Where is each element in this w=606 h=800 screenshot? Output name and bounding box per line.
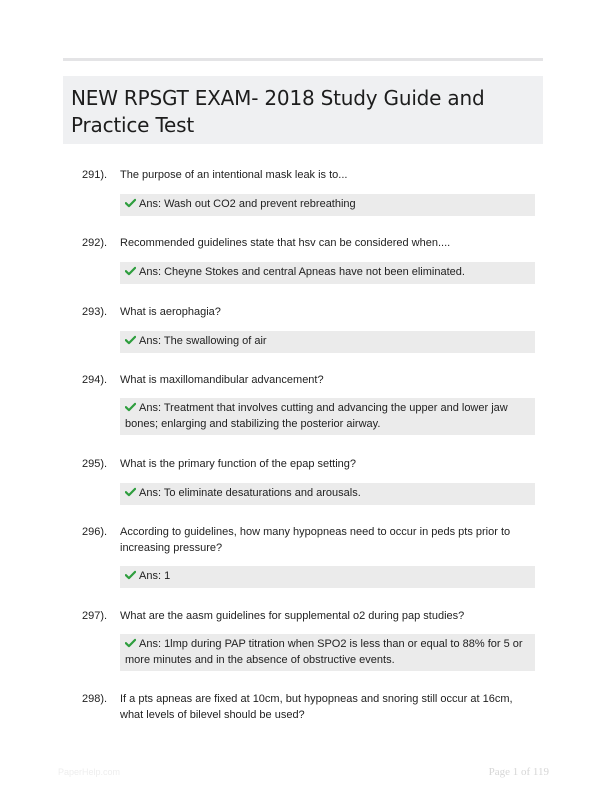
question-text: What is maxillomandibular advancement? [120,374,324,386]
answer-box [120,634,535,671]
answer-text: Ans: 1 [139,570,171,582]
answer-box [120,331,535,353]
question-text: According to guidelines, how many hypopneas need to occur in peds pts prior to increasing pressure? [120,526,511,554]
question-text: What is the primary function of the epap setting? [120,458,357,470]
question-number: 291). [82,169,108,181]
answer-box [120,194,535,216]
question-text: The purpose of an intentional mask leak is to... [120,169,348,181]
answer-text: Ans: 1lmp during PAP titration when SPO2 is less than or equal to 88% for 5 or more minutes and in the absence of obstructive events. [125,638,523,666]
question-number: 297). [82,610,108,622]
answer-text: Ans: To eliminate desaturations and arousals. [139,487,361,499]
answer-text: Ans: The swallowing of air [139,335,267,347]
question-number: 296). [82,526,108,538]
question-number: 298). [82,693,108,705]
answer-box [120,483,535,505]
answer-text: Ans: Treatment that involves cutting and advancing the upper and lower jaw bones; enlarging and stabilizing the posterior airway. [125,402,508,430]
question-number: 292). [82,237,108,249]
check-icon [125,638,136,648]
footer-watermark: PaperHelp.com [58,767,121,777]
answer-box [120,262,535,284]
question-text: If a pts apneas are fixed at 10cm, but hypopneas and snoring still occur at 16cm, what levels of bilevel should be used? [120,693,513,721]
page-number: Page 1 of 119 [488,766,549,778]
check-icon [125,335,136,345]
check-icon [125,266,136,276]
page-title: NEW RPSGT EXAM- 2018 Study Guide and Practice Test [71,86,485,137]
answer-box [120,398,535,435]
question-number: 293). [82,306,108,318]
check-icon [125,402,136,412]
answer-box [120,566,535,588]
check-icon [125,198,136,208]
check-icon [125,487,136,497]
answer-text: Ans: Cheyne Stokes and central Apneas have not been eliminated. [139,266,465,278]
answer-text: Ans: Wash out CO2 and prevent rebreathing [139,198,356,210]
question-number: 295). [82,458,108,470]
question-number: 294). [82,374,108,386]
check-icon [125,570,136,580]
question-text: What is aerophagia? [120,306,221,318]
question-text: Recommended guidelines state that hsv can be considered when.... [120,237,451,249]
question-text: What are the aasm guidelines for supplemental o2 during pap studies? [120,610,465,622]
